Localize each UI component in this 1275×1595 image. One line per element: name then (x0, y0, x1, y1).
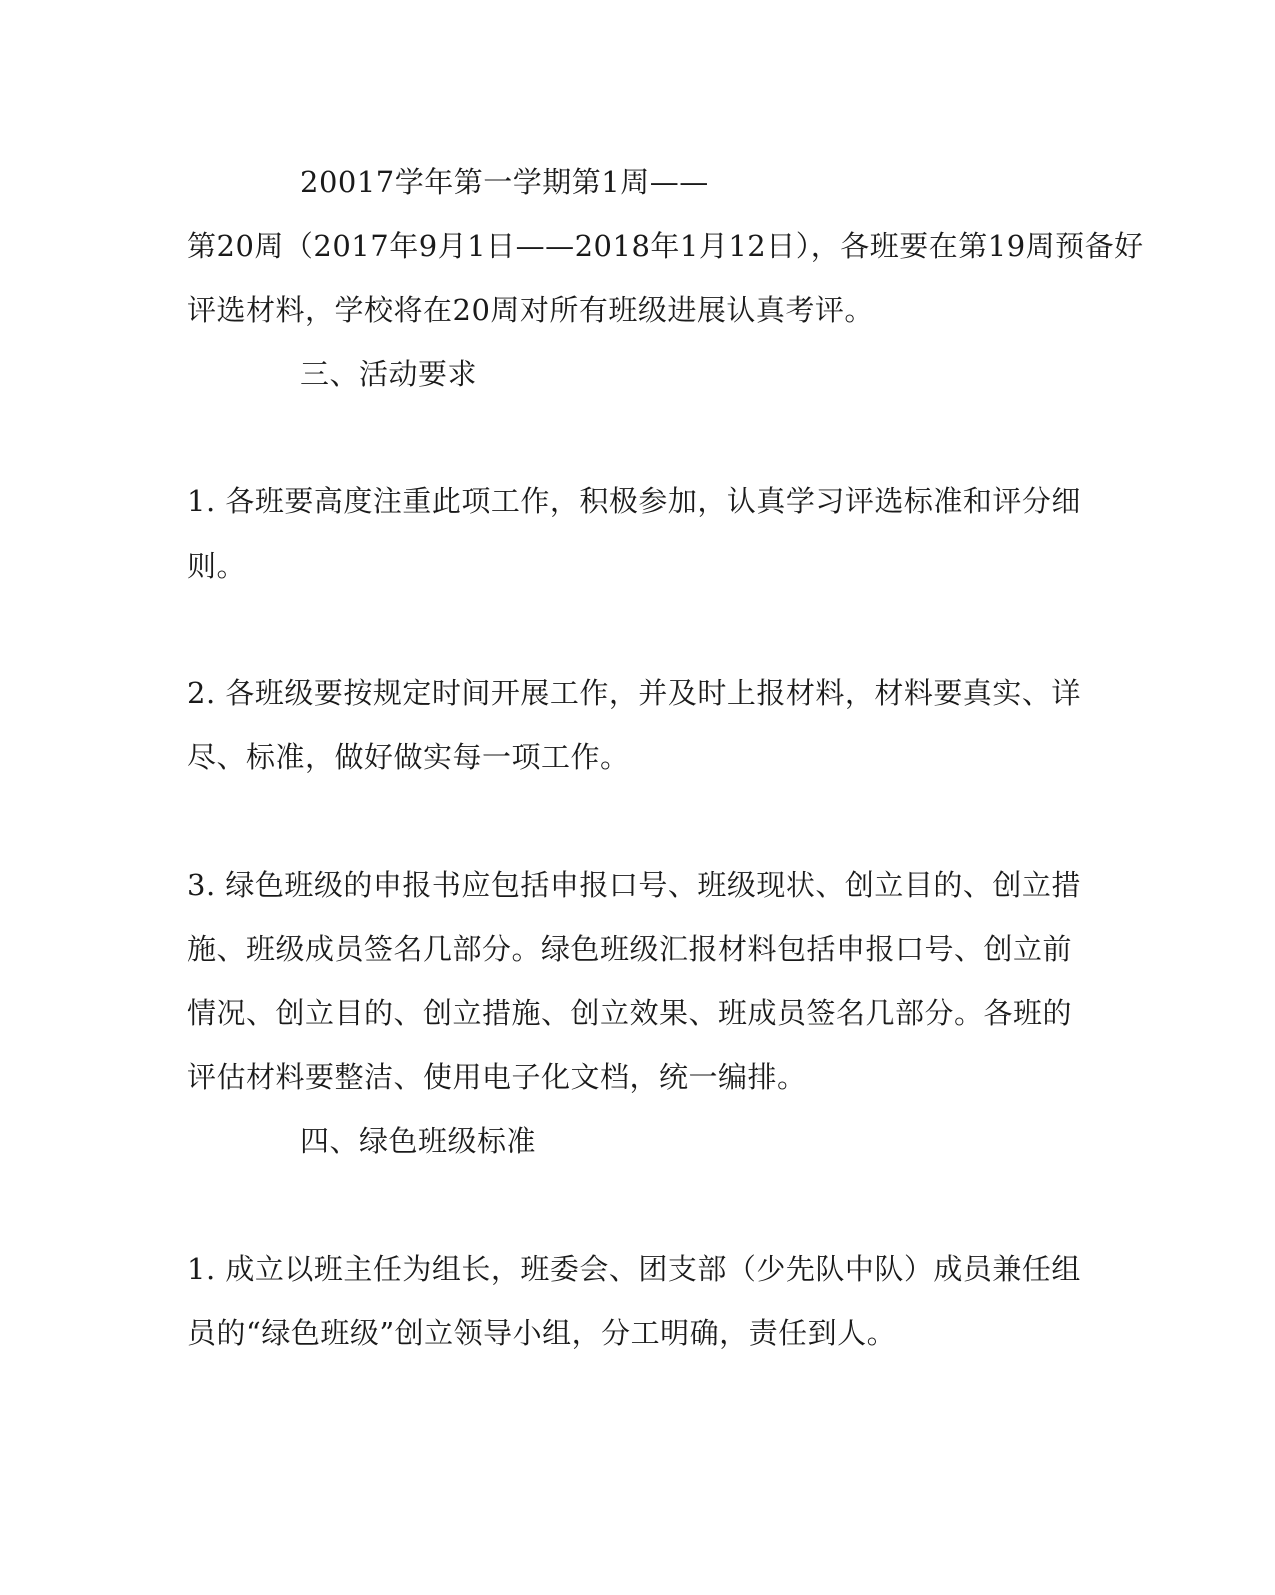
paragraph-line: 评选材料，学校将在20周对所有班级进展认真考评。 (187, 293, 874, 327)
paragraph-line: 情况、创立目的、创立措施、创立效果、班成员签名几部分。各班的 (187, 996, 1073, 1030)
paragraph-line: 3. 绿色班级的申报书应包括申报口号、班级现状、创立目的、创立措 (187, 868, 1081, 902)
paragraph-line: 则。 (187, 549, 247, 583)
section-heading: 四、绿色班级标准 (300, 1124, 537, 1158)
paragraph-line: 1. 各班要高度注重此项工作，积极参加，认真学习评选标准和评分细 (187, 484, 1081, 518)
section-heading: 三、活动要求 (300, 357, 478, 391)
paragraph-line: 20017学年第一学期第1周—— (300, 165, 709, 199)
paragraph-line: 尽、标准，做好做实每一项工作。 (187, 740, 630, 774)
paragraph-line: 1. 成立以班主任为组长，班委会、团支部（少先队中队）成员兼任组 (187, 1252, 1081, 1286)
paragraph-line: 第20周（2017年9月1日——2018年1月12日），各班要在第19周预备好 (187, 229, 1144, 263)
paragraph-line: 施、班级成员签名几部分。绿色班级汇报材料包括申报口号、创立前 (187, 932, 1073, 966)
paragraph-line: 2. 各班级要按规定时间开展工作，并及时上报材料，材料要真实、详 (187, 676, 1081, 710)
paragraph-line: 评估材料要整洁、使用电子化文档，统一编排。 (187, 1060, 807, 1094)
paragraph-line: 员的“绿色班级”创立领导小组，分工明确，责任到人。 (187, 1316, 897, 1350)
